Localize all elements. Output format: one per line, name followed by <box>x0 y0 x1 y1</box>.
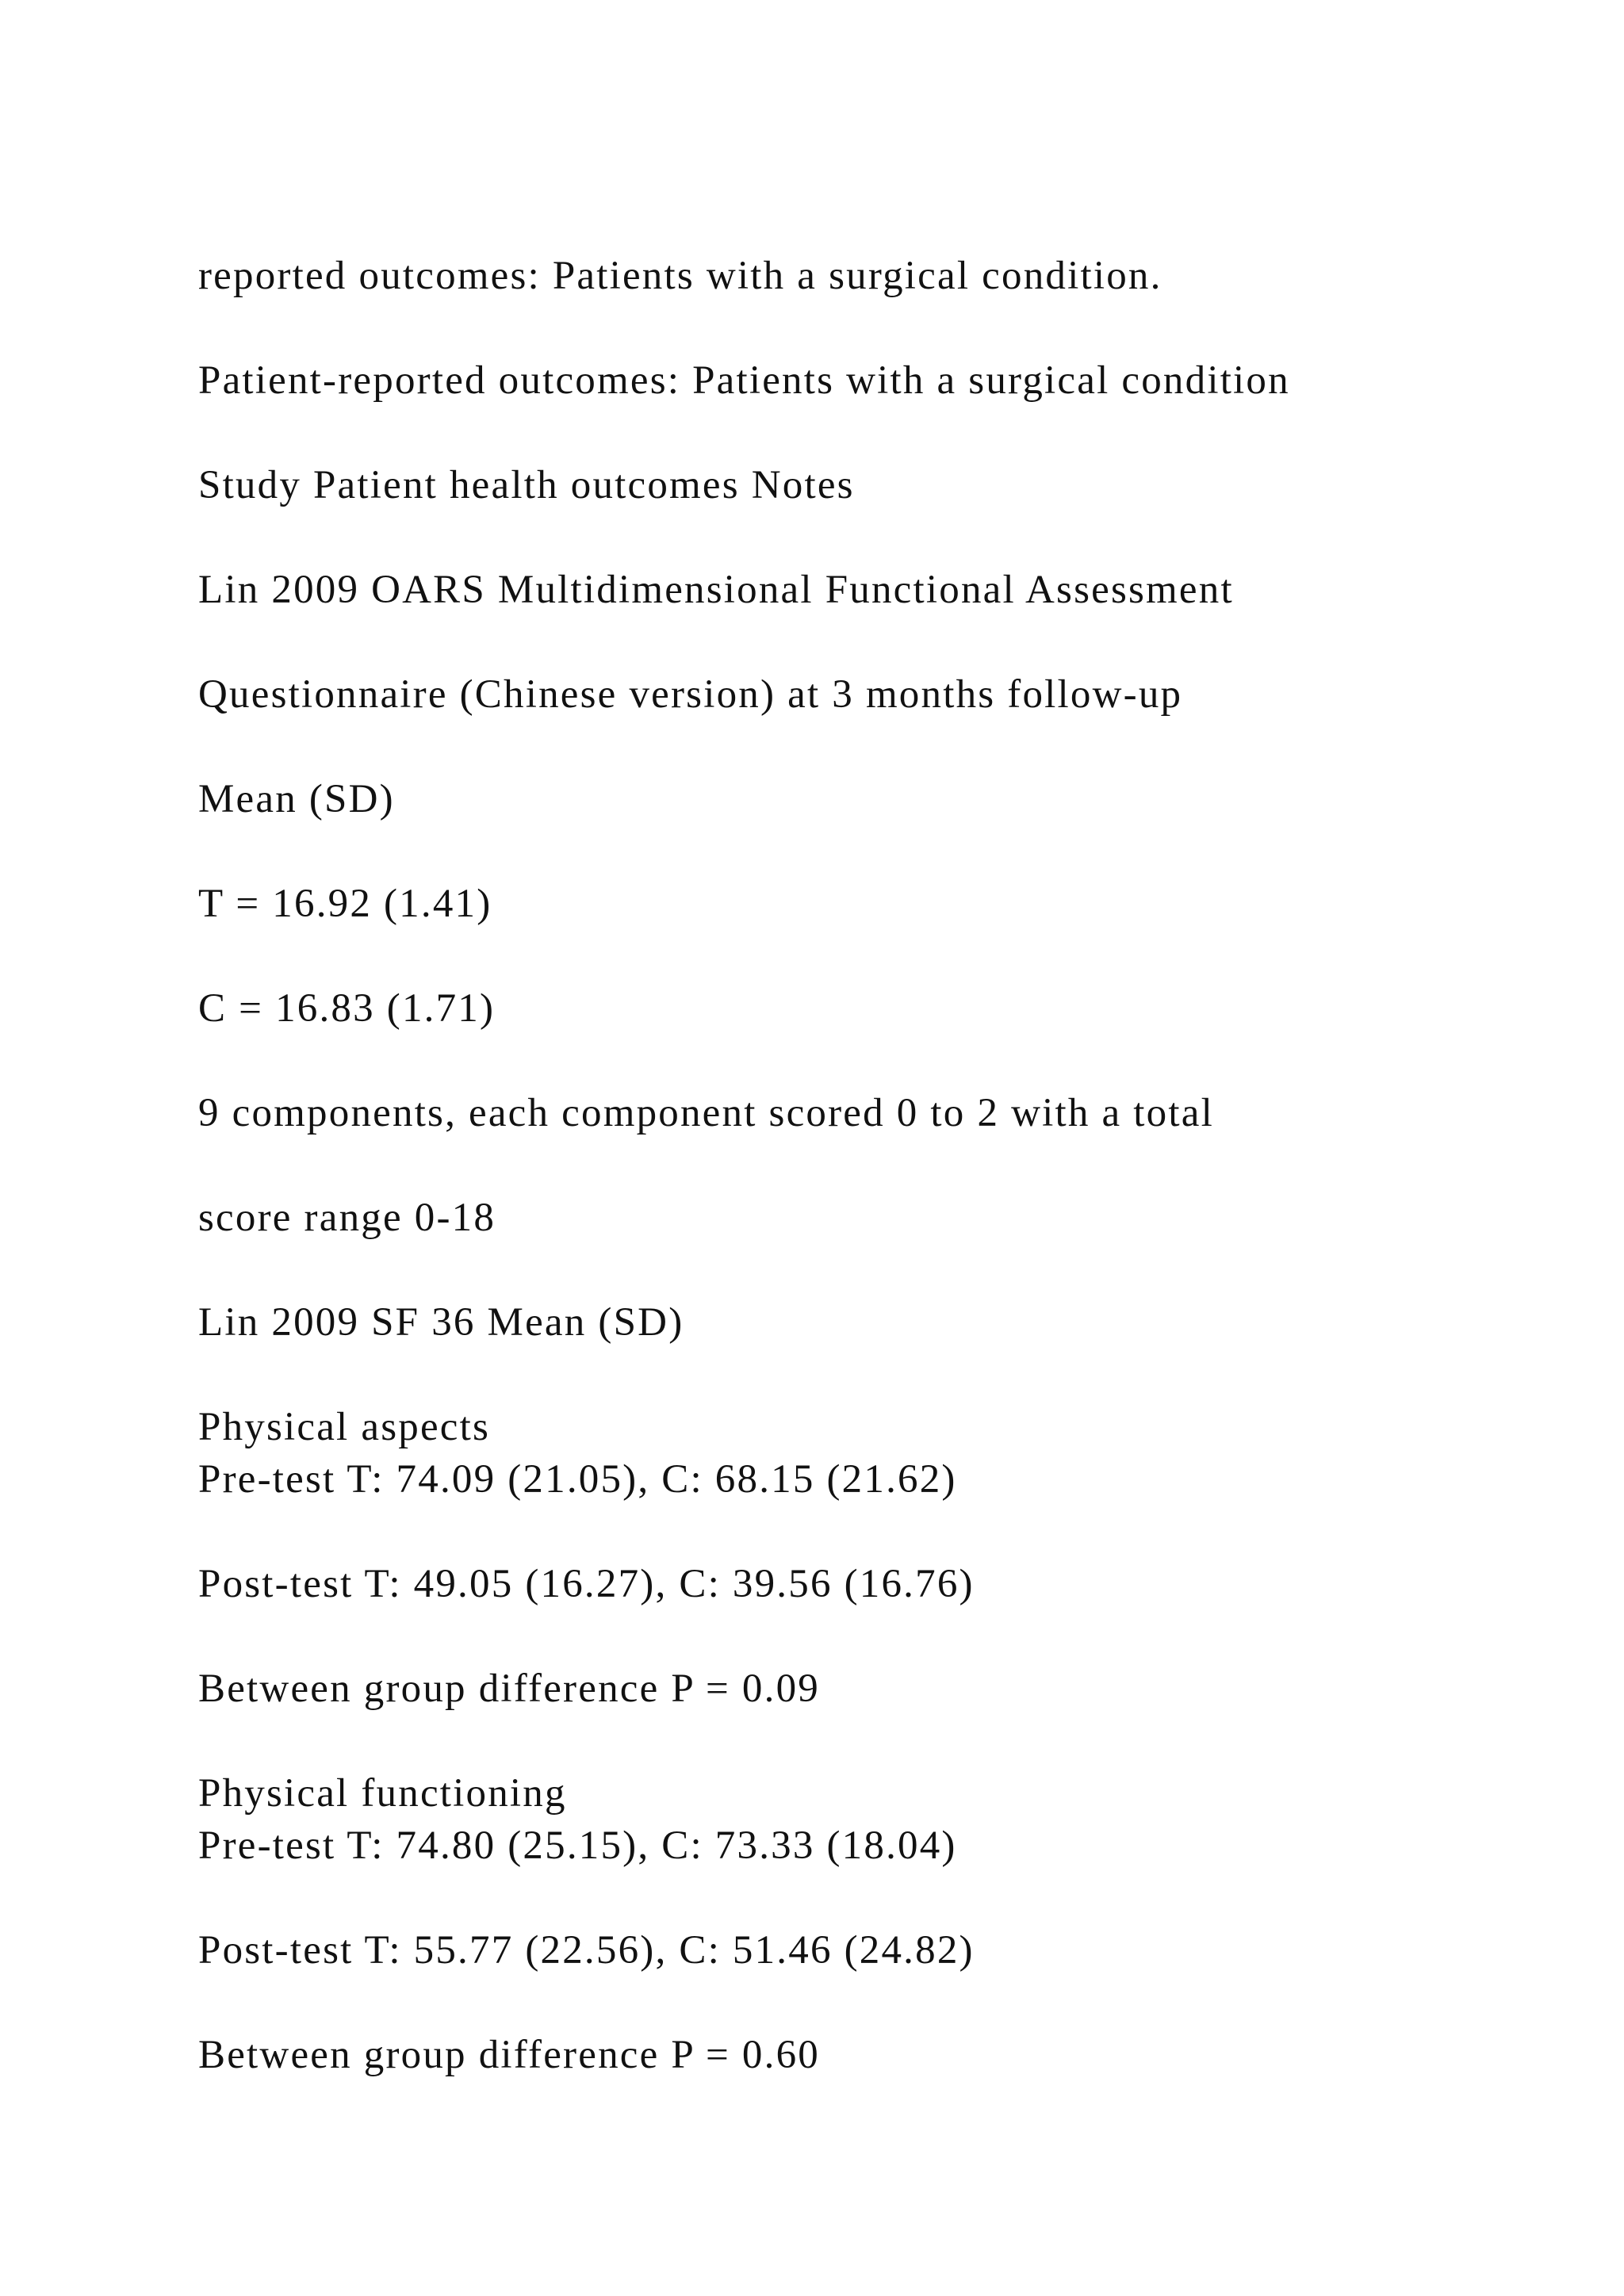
text-line-posttest-aspects: Post-test T: 49.05 (16.27), C: 39.56 (16.76) <box>198 1562 975 1606</box>
text-line-treatment-value: T = 16.92 (1.41) <box>198 882 492 926</box>
text-line-pretest-aspects: Pre-test T: 74.09 (21.05), C: 68.15 (21.62) <box>198 1457 957 1502</box>
text-line-posttest-functioning: Post-test T: 55.77 (22.56), C: 51.46 (24.82) <box>198 1928 975 1973</box>
table-header: Study Patient health outcomes Notes <box>198 463 855 507</box>
text-line-control-value: C = 16.83 (1.71) <box>198 986 496 1031</box>
text-line-pretest-functioning: Pre-test T: 74.80 (25.15), C: 73.33 (18.04) <box>198 1823 957 1868</box>
text-line-mean-sd: Mean (SD) <box>198 777 395 821</box>
text-line-physical-aspects: Physical aspects <box>198 1405 491 1449</box>
text-line-questionnaire: Questionnaire (Chinese version) at 3 months follow-up <box>198 672 1183 717</box>
table-caption: Patient-reported outcomes: Patients with a surgical condition <box>198 358 1290 403</box>
text-line-study-sf36: Lin 2009 SF 36 Mean (SD) <box>198 1300 684 1345</box>
text-line-physical-functioning: Physical functioning <box>198 1771 567 1816</box>
text-line-study-oars: Lin 2009 OARS Multidimensional Functional Assessment <box>198 568 1234 612</box>
text-line-difference-functioning: Between group difference P = 0.60 <box>198 2033 820 2077</box>
text-line-components-note: 9 components, each component scored 0 to 2 with a total <box>198 1091 1214 1135</box>
text-line-difference-aspects: Between group difference P = 0.09 <box>198 1667 820 1711</box>
text-line-score-range: score range 0-18 <box>198 1196 496 1240</box>
text-line-continuation: reported outcomes: Patients with a surgical condition. <box>198 254 1162 298</box>
